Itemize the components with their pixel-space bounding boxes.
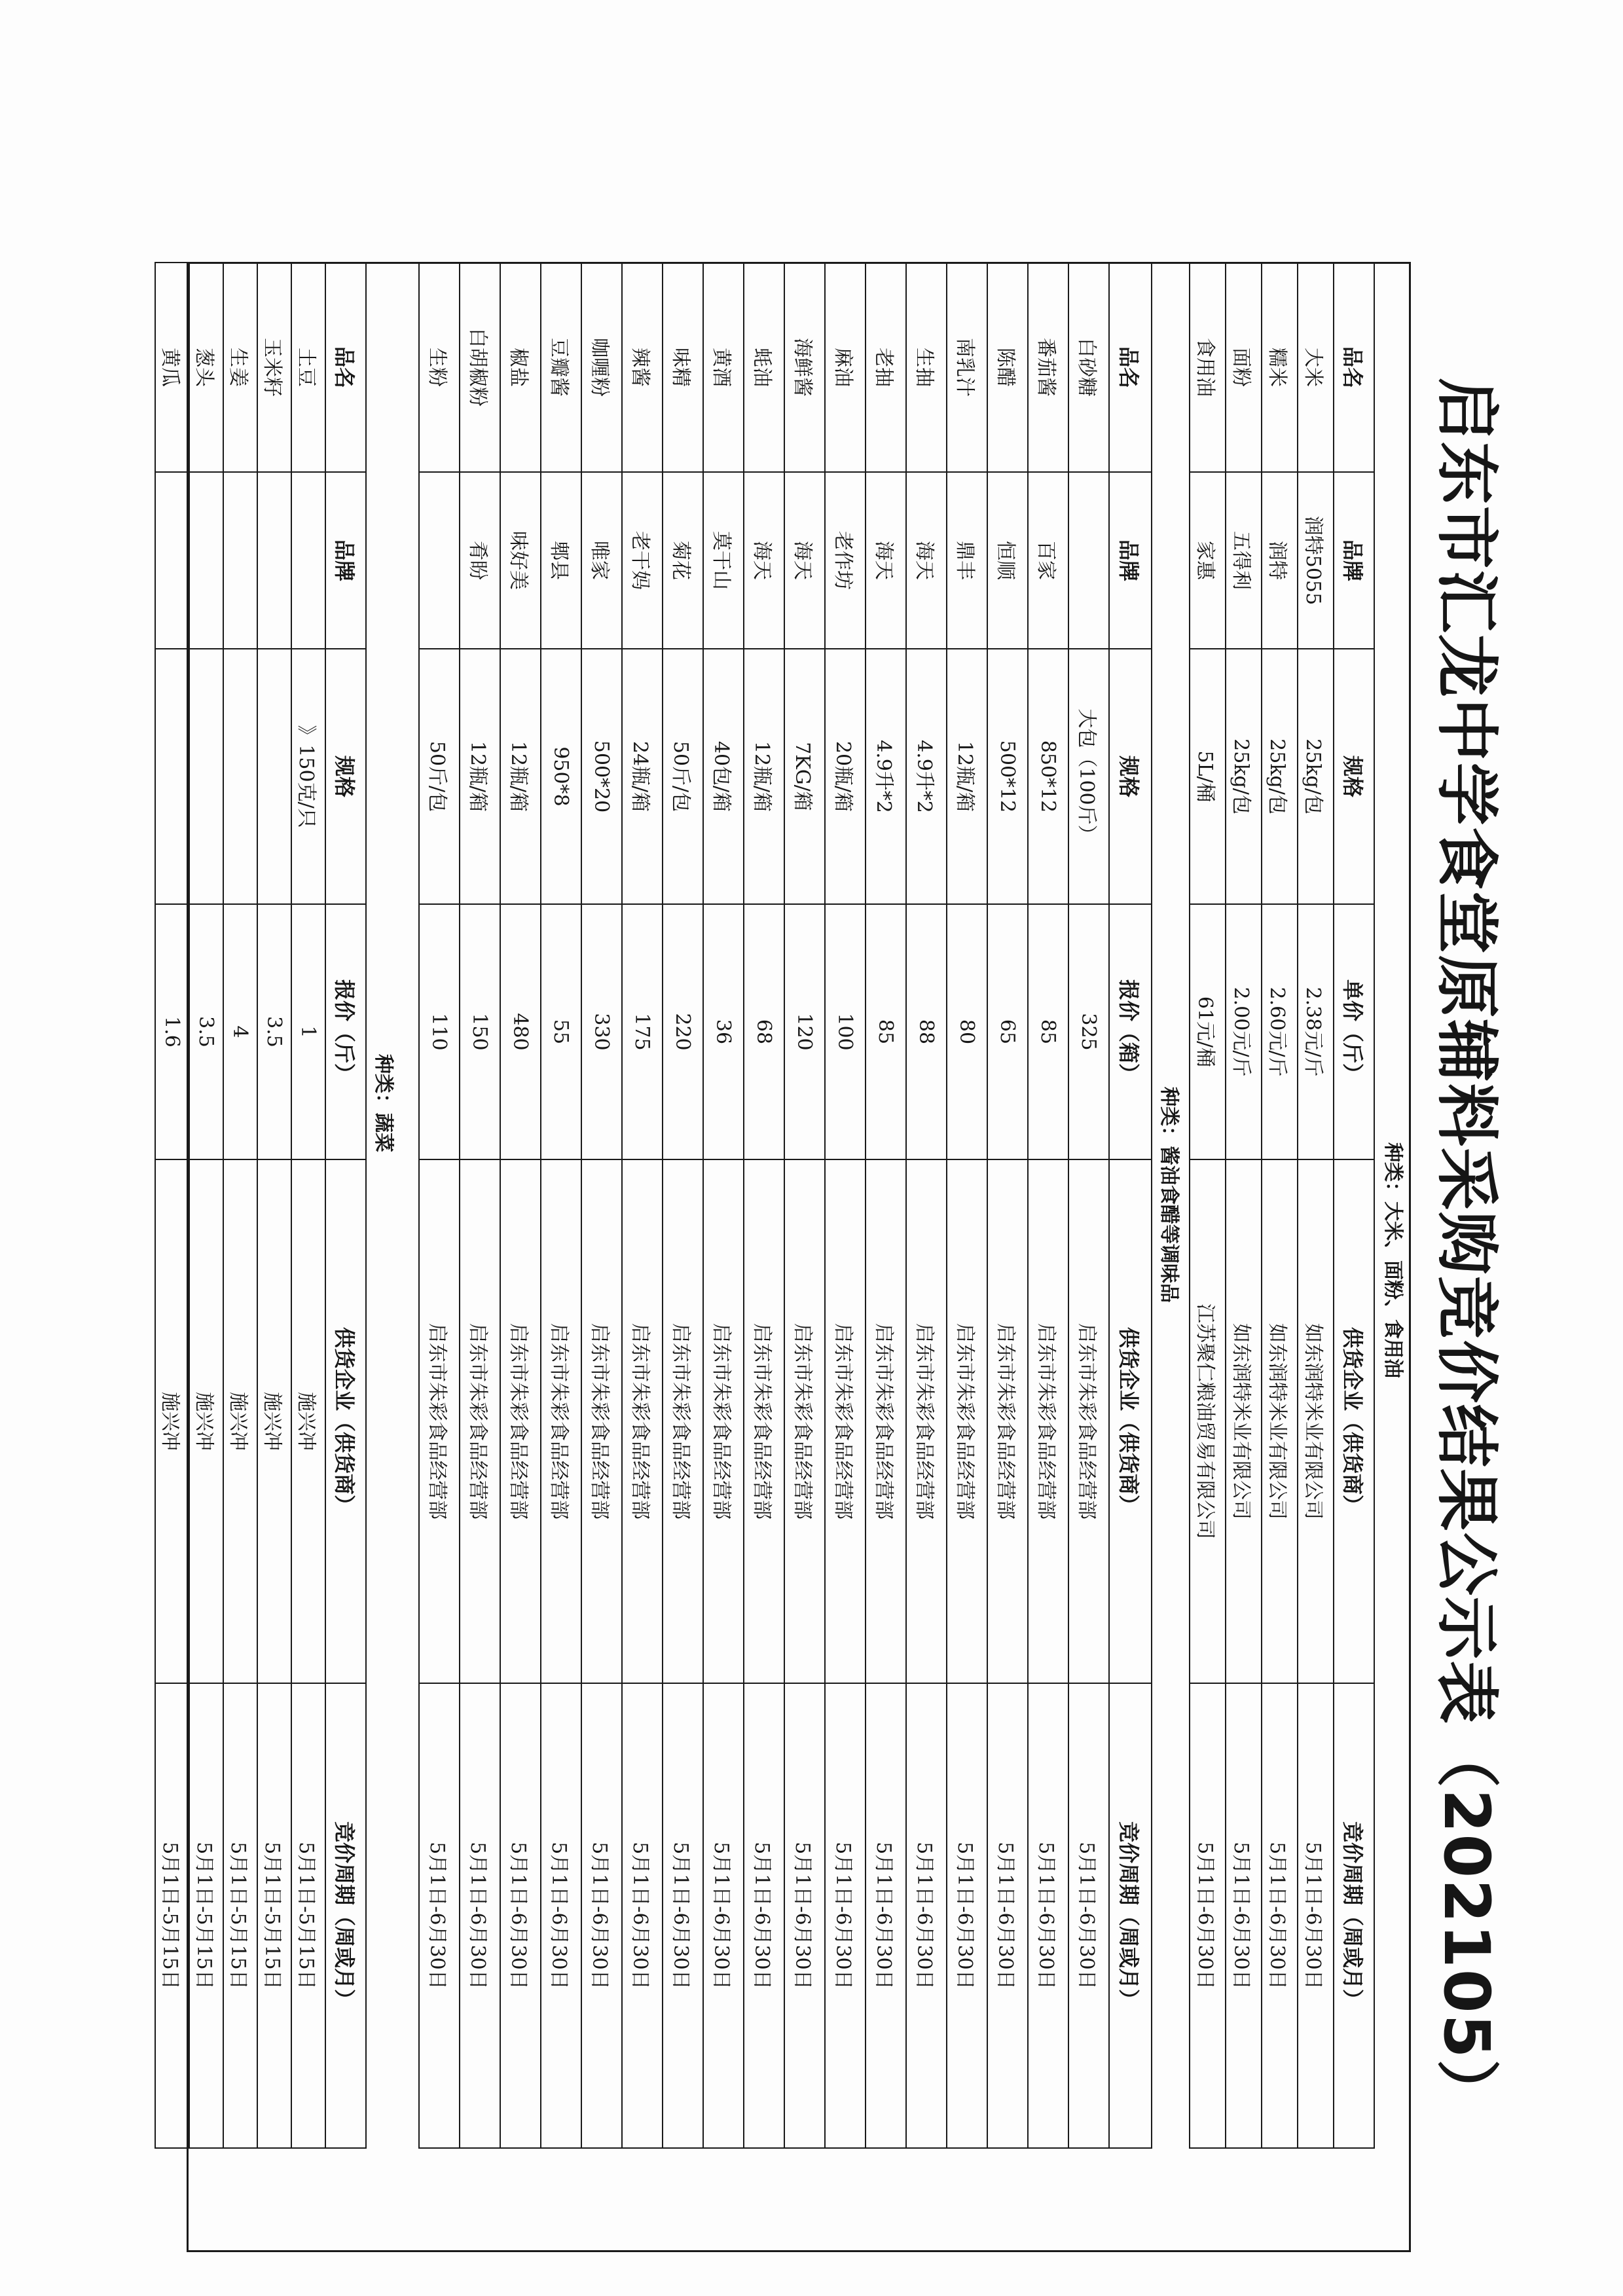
- cell-price: 36: [703, 904, 744, 1159]
- cell-product: 黄瓜: [155, 263, 189, 472]
- cell-spec: 500*20: [581, 649, 622, 904]
- cell-supplier: 启东市朱彩食品经营部: [987, 1159, 1028, 1683]
- header-brand: 品牌: [325, 472, 366, 649]
- cell-price: 1: [291, 904, 325, 1159]
- table-row: [947, 263, 987, 2148]
- cell-supplier: 启东市朱彩食品经营部: [866, 1159, 906, 1683]
- cell-supplier: 如东润特米业有限公司: [1226, 1159, 1262, 1683]
- cell-product: 葱头: [189, 263, 223, 472]
- cell-price: 85: [866, 904, 906, 1159]
- cell-price: 3.5: [189, 904, 223, 1159]
- cell-spec: 25kg/包: [1262, 649, 1298, 904]
- cell-product: 白胡椒粉: [460, 263, 500, 472]
- cell-cycle: 5月1日-6月30日: [947, 1683, 987, 2148]
- cell-spec: [257, 649, 291, 904]
- cell-supplier: 启东市朱彩食品经营部: [541, 1159, 581, 1683]
- cell-cycle: 5月1日-6月30日: [581, 1683, 622, 2148]
- header-supplier: 供货企业（供货商）: [1109, 1159, 1152, 1683]
- cell-price: 65: [987, 904, 1028, 1159]
- cell-spec: 12瓶/箱: [460, 649, 500, 904]
- cell-spec: [155, 649, 189, 904]
- table-row: [257, 263, 291, 2148]
- cell-spec: 5L/桶: [1190, 649, 1226, 904]
- cell-spec: 12瓶/箱: [500, 649, 541, 904]
- cell-price: 1.6: [155, 904, 189, 1159]
- cell-supplier: 施兴冲: [155, 1159, 189, 1683]
- page-title: 启东市汇龙中学食堂原辅料采购竞价结果公示表（202105）: [1430, 377, 1503, 2124]
- cell-cycle: 5月1日-6月30日: [744, 1683, 784, 2148]
- cell-spec: 24瓶/箱: [622, 649, 663, 904]
- table-row: [703, 263, 744, 2148]
- cell-price: 150: [460, 904, 500, 1159]
- cell-brand: [419, 472, 460, 649]
- cell-brand: 老作坊: [825, 472, 866, 649]
- cell-price: 330: [581, 904, 622, 1159]
- table-row: [1226, 263, 1262, 2148]
- cell-supplier: 施兴冲: [223, 1159, 257, 1683]
- cell-brand: [1068, 472, 1109, 649]
- cell-product: 大米: [1298, 263, 1334, 472]
- cell-cycle: 5月1日-6月30日: [500, 1683, 541, 2148]
- cell-price: 2.38元/斤: [1298, 904, 1334, 1159]
- cell-brand: [291, 472, 325, 649]
- cell-brand: 味好美: [500, 472, 541, 649]
- header-product: 品名: [1109, 263, 1152, 472]
- cell-price: 61元/桶: [1190, 904, 1226, 1159]
- cell-product: 老抽: [866, 263, 906, 472]
- cell-supplier: 施兴冲: [291, 1159, 325, 1683]
- cell-supplier: 启东市朱彩食品经营部: [500, 1159, 541, 1683]
- cell-brand: [189, 472, 223, 649]
- cell-spec: 850*12: [1028, 649, 1068, 904]
- cell-cycle: 5月1日-5月15日: [155, 1683, 189, 2148]
- cell-brand: 唯家: [581, 472, 622, 649]
- cell-product: 生姜: [223, 263, 257, 472]
- cell-brand: 家惠: [1190, 472, 1226, 649]
- cell-product: 麻油: [825, 263, 866, 472]
- cell-price: 120: [784, 904, 825, 1159]
- cell-cycle: 5月1日-6月30日: [1190, 1683, 1226, 2148]
- cell-price: 55: [541, 904, 581, 1159]
- cell-product: 白砂糖: [1068, 263, 1109, 472]
- table-row: [419, 263, 460, 2148]
- header-spec: 规格: [325, 649, 366, 904]
- header-brand: 品牌: [1109, 472, 1152, 649]
- header-brand: 品牌: [1334, 472, 1374, 649]
- cell-price: 88: [906, 904, 947, 1159]
- table-row: [1298, 263, 1334, 2148]
- cell-price: 480: [500, 904, 541, 1159]
- table-row: [663, 263, 703, 2148]
- cell-spec: [189, 649, 223, 904]
- cell-spec: 25kg/包: [1226, 649, 1262, 904]
- cell-supplier: 启东市朱彩食品经营部: [744, 1159, 784, 1683]
- cell-product: 豆瓣酱: [541, 263, 581, 472]
- cell-product: 海鲜酱: [784, 263, 825, 472]
- cell-brand: 肴盼: [460, 472, 500, 649]
- table-row: [500, 263, 541, 2148]
- category-label-grain-oil: 种类：大米、面粉、食用油: [1381, 1142, 1404, 1378]
- cell-supplier: 启东市朱彩食品经营部: [419, 1159, 460, 1683]
- cell-supplier: 启东市朱彩食品经营部: [663, 1159, 703, 1683]
- cell-spec: 20瓶/箱: [825, 649, 866, 904]
- cell-cycle: 5月1日-5月15日: [257, 1683, 291, 2148]
- cell-cycle: 5月1日-6月30日: [825, 1683, 866, 2148]
- rotated-document: [158, 236, 1519, 2265]
- cell-product: 黄酒: [703, 263, 744, 472]
- cell-cycle: 5月1日-6月30日: [663, 1683, 703, 2148]
- table-row: [987, 263, 1028, 2148]
- category-label-vegetables: 种类：蔬菜: [372, 1054, 395, 1152]
- table-row: [825, 263, 866, 2148]
- table-row: [906, 263, 947, 2148]
- cell-spec: 12瓶/箱: [947, 649, 987, 904]
- cell-product: 咖喱粉: [581, 263, 622, 472]
- category-label-condiments: 种类：酱油食醋等调味品: [1158, 1087, 1180, 1303]
- table-row: [460, 263, 500, 2148]
- cell-cycle: 5月1日-5月15日: [223, 1683, 257, 2148]
- cell-brand: 润特5055: [1298, 472, 1334, 649]
- cell-brand: [155, 472, 189, 649]
- cell-price: 3.5: [257, 904, 291, 1159]
- cell-brand: 恒顺: [987, 472, 1028, 649]
- cell-spec: 4.9升*2: [906, 649, 947, 904]
- cell-supplier: 启东市朱彩食品经营部: [703, 1159, 744, 1683]
- cell-supplier: 启东市朱彩食品经营部: [581, 1159, 622, 1683]
- cell-price: 80: [947, 904, 987, 1159]
- header-cycle: 竞价周期（周或月）: [1109, 1683, 1152, 2148]
- cell-spec: 950*8: [541, 649, 581, 904]
- cell-product: 番茄酱: [1028, 263, 1068, 472]
- table-row: [784, 263, 825, 2148]
- cell-product: 食用油: [1190, 263, 1226, 472]
- cell-cycle: 5月1日-6月30日: [1226, 1683, 1262, 2148]
- header-supplier: 供货企业（供货商）: [325, 1159, 366, 1683]
- cell-brand: 菊花: [663, 472, 703, 649]
- cell-supplier: 如东润特米业有限公司: [1298, 1159, 1334, 1683]
- table-header-row: [325, 263, 366, 2148]
- cell-product: 面粉: [1226, 263, 1262, 472]
- cell-brand: 海天: [866, 472, 906, 649]
- cell-product: 生粉: [419, 263, 460, 472]
- header-cycle: 竞价周期（周或月）: [1334, 1683, 1374, 2148]
- table-row: [223, 263, 257, 2148]
- cell-cycle: 5月1日-6月30日: [460, 1683, 500, 2148]
- table-grain-oil: [1189, 262, 1375, 2149]
- cell-supplier: 江苏聚仁粮油贸易有限公司: [1190, 1159, 1226, 1683]
- cell-product: 南乳汁: [947, 263, 987, 472]
- cell-price: 100: [825, 904, 866, 1159]
- header-cycle: 竞价周期（周或月）: [325, 1683, 366, 2148]
- cell-brand: 鼎丰: [947, 472, 987, 649]
- header-product: 品名: [1334, 263, 1374, 472]
- header-price: 报价（斤）: [325, 904, 366, 1159]
- cell-supplier: 启东市朱彩食品经营部: [1068, 1159, 1109, 1683]
- cell-supplier: 启东市朱彩食品经营部: [825, 1159, 866, 1683]
- table-row: [1068, 263, 1109, 2148]
- table-header-row: [1334, 263, 1374, 2148]
- cell-product: 味精: [663, 263, 703, 472]
- table-row: [155, 263, 189, 2148]
- header-spec: 规格: [1109, 649, 1152, 904]
- cell-cycle: 5月1日-6月30日: [1298, 1683, 1334, 2148]
- cell-price: 110: [419, 904, 460, 1159]
- cell-cycle: 5月1日-6月30日: [1262, 1683, 1298, 2148]
- cell-brand: 海天: [784, 472, 825, 649]
- cell-cycle: 5月1日-5月15日: [291, 1683, 325, 2148]
- cell-spec: 25kg/包: [1298, 649, 1334, 904]
- cell-cycle: 5月1日-6月30日: [1028, 1683, 1068, 2148]
- header-product: 品名: [325, 263, 366, 472]
- table-vegetables: [155, 262, 367, 2149]
- table-header-row: [1109, 263, 1152, 2148]
- cell-product: 糯米: [1262, 263, 1298, 472]
- cell-supplier: 启东市朱彩食品经营部: [1028, 1159, 1068, 1683]
- cell-price: 85: [1028, 904, 1068, 1159]
- cell-product: 椒盐: [500, 263, 541, 472]
- cell-supplier: 施兴冲: [257, 1159, 291, 1683]
- cell-cycle: 5月1日-6月30日: [866, 1683, 906, 2148]
- cell-product: 生抽: [906, 263, 947, 472]
- cell-spec: 大包（100斤）: [1068, 649, 1109, 904]
- cell-spec: 7KG/箱: [784, 649, 825, 904]
- cell-cycle: 5月1日-6月30日: [622, 1683, 663, 2148]
- cell-brand: 润特: [1262, 472, 1298, 649]
- cell-price: 175: [622, 904, 663, 1159]
- header-price: 单价（斤）: [1334, 904, 1374, 1159]
- table-row: [189, 263, 223, 2148]
- cell-supplier: 启东市朱彩食品经营部: [460, 1159, 500, 1683]
- cell-spec: [223, 649, 257, 904]
- cell-spec: 4.9升*2: [866, 649, 906, 904]
- cell-spec: 》150克/只: [291, 649, 325, 904]
- cell-cycle: 5月1日-6月30日: [1068, 1683, 1109, 2148]
- cell-brand: [257, 472, 291, 649]
- cell-supplier: 启东市朱彩食品经营部: [906, 1159, 947, 1683]
- cell-brand: 五得利: [1226, 472, 1262, 649]
- table-row: [581, 263, 622, 2148]
- cell-price: 2.00元/斤: [1226, 904, 1262, 1159]
- table-row: [744, 263, 784, 2148]
- cell-cycle: 5月1日-6月30日: [541, 1683, 581, 2148]
- cell-spec: 50斤/包: [663, 649, 703, 904]
- header-price: 报价（箱）: [1109, 904, 1152, 1159]
- cell-product: 辣酱: [622, 263, 663, 472]
- cell-price: 68: [744, 904, 784, 1159]
- cell-spec: 12瓶/箱: [744, 649, 784, 904]
- cell-brand: 海天: [744, 472, 784, 649]
- cell-price: 325: [1068, 904, 1109, 1159]
- cell-supplier: 如东润特米业有限公司: [1262, 1159, 1298, 1683]
- table-row: [541, 263, 581, 2148]
- table-row: [291, 263, 325, 2148]
- cell-supplier: 启东市朱彩食品经营部: [947, 1159, 987, 1683]
- cell-spec: 500*12: [987, 649, 1028, 904]
- cell-price: 4: [223, 904, 257, 1159]
- table-row: [1190, 263, 1226, 2148]
- table-row: [1262, 263, 1298, 2148]
- cell-brand: 老干妈: [622, 472, 663, 649]
- cell-brand: 海天: [906, 472, 947, 649]
- cell-cycle: 5月1日-6月30日: [419, 1683, 460, 2148]
- table-row: [622, 263, 663, 2148]
- cell-cycle: 5月1日-6月30日: [703, 1683, 744, 2148]
- cell-cycle: 5月1日-6月30日: [906, 1683, 947, 2148]
- cell-product: 陈醋: [987, 263, 1028, 472]
- cell-cycle: 5月1日-5月15日: [189, 1683, 223, 2148]
- cell-brand: 百家: [1028, 472, 1068, 649]
- cell-spec: 40包/箱: [703, 649, 744, 904]
- header-supplier: 供货企业（供货商）: [1334, 1159, 1374, 1683]
- table-condiments: [418, 262, 1152, 2149]
- table-row: [866, 263, 906, 2148]
- cell-price: 2.60元/斤: [1262, 904, 1298, 1159]
- cell-brand: 郫县: [541, 472, 581, 649]
- cell-price: 220: [663, 904, 703, 1159]
- cell-supplier: 启东市朱彩食品经营部: [784, 1159, 825, 1683]
- cell-supplier: 施兴冲: [189, 1159, 223, 1683]
- cell-supplier: 启东市朱彩食品经营部: [622, 1159, 663, 1683]
- table-row: [1028, 263, 1068, 2148]
- cell-brand: 莫干山: [703, 472, 744, 649]
- cell-product: 玉米籽: [257, 263, 291, 472]
- cell-product: 土豆: [291, 263, 325, 472]
- header-spec: 规格: [1334, 649, 1374, 904]
- cell-cycle: 5月1日-6月30日: [987, 1683, 1028, 2148]
- cell-brand: [223, 472, 257, 649]
- cell-cycle: 5月1日-6月30日: [784, 1683, 825, 2148]
- cell-product: 蚝油: [744, 263, 784, 472]
- cell-spec: 50斤/包: [419, 649, 460, 904]
